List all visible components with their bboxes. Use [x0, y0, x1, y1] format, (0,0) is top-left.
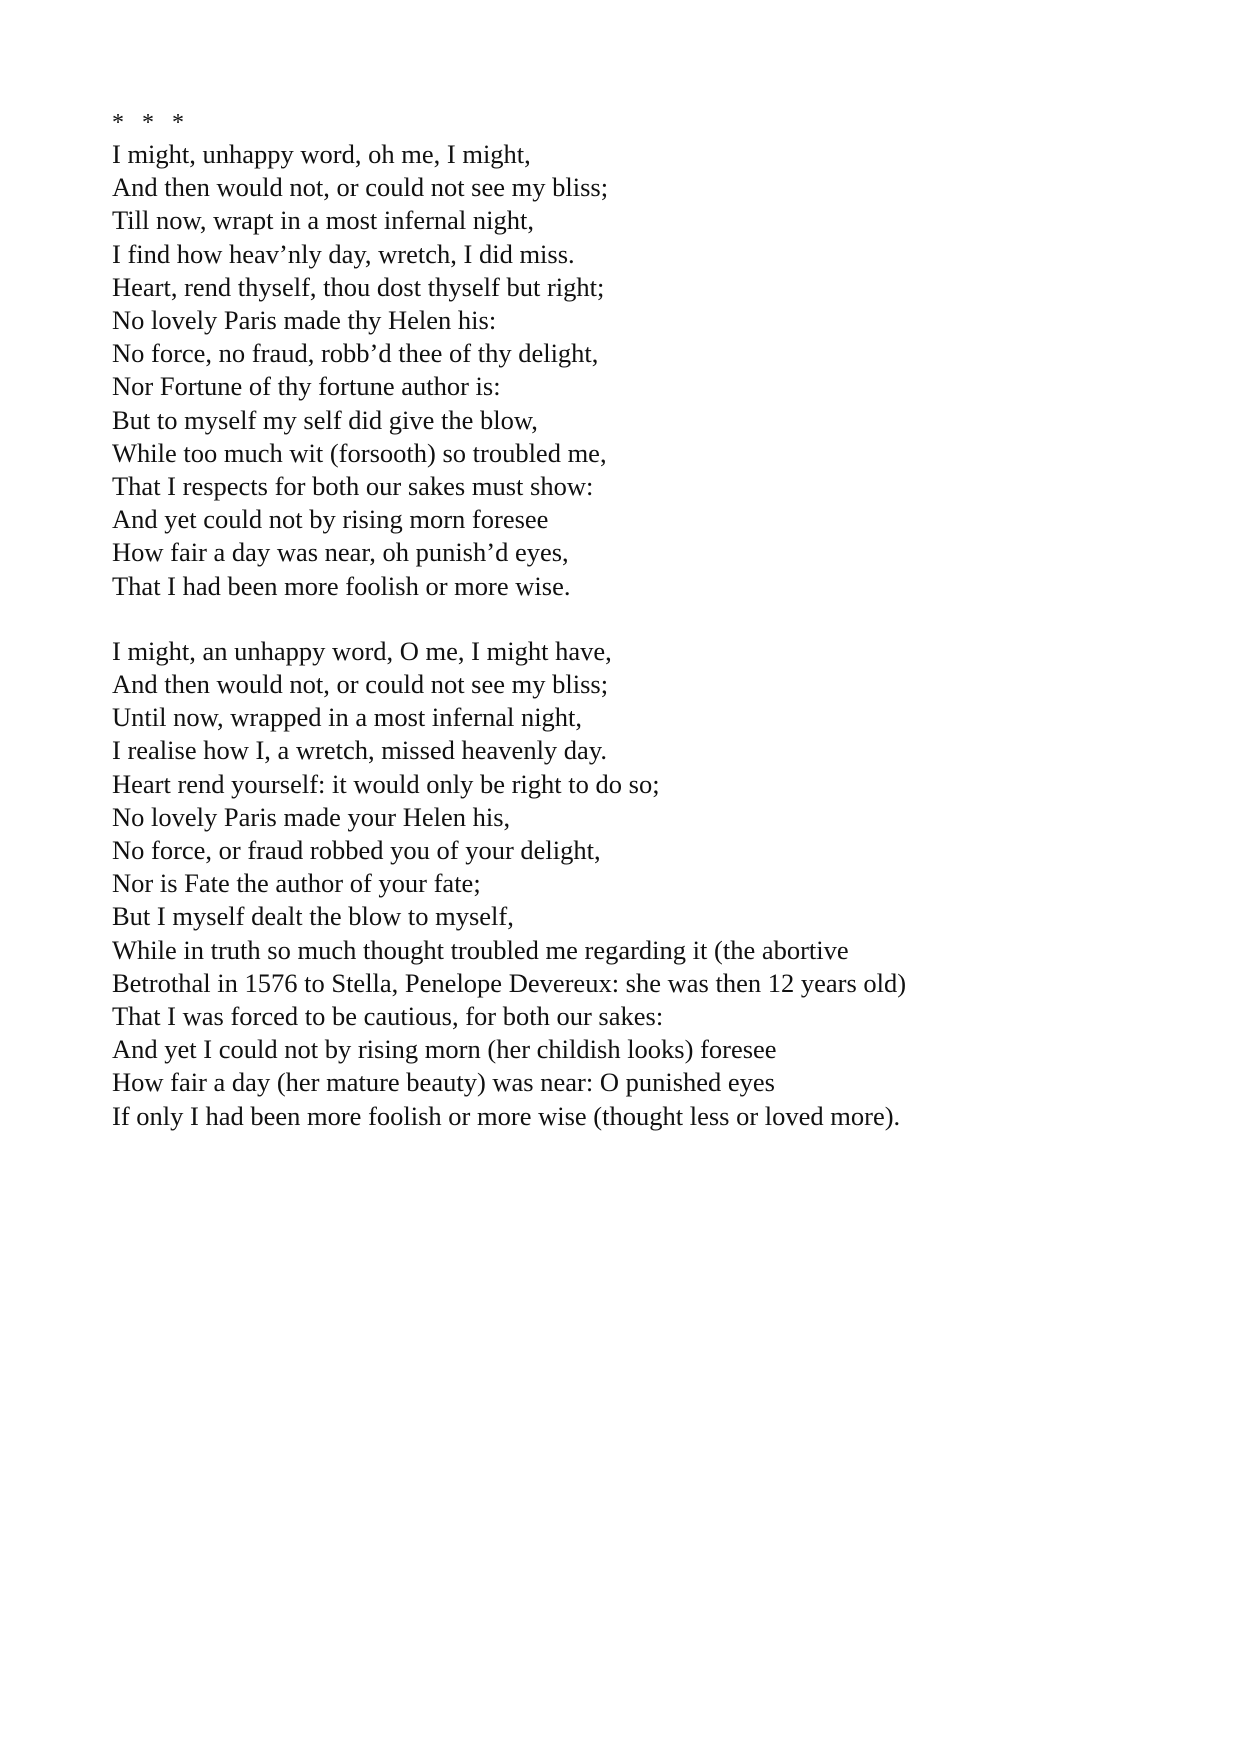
stanza-gap — [112, 603, 1172, 635]
poem-line: How fair a day was near, oh punish’d eyes, — [112, 537, 569, 568]
original-sonnet-stanza — [112, 138, 1172, 603]
paraphrase-line: Nor is Fate the author of your fate; — [112, 868, 481, 899]
paraphrase-line: I might, an unhappy word, O me, I might have, — [112, 635, 612, 666]
document-page — [112, 108, 1172, 1133]
paraphrase-line: No force, or fraud robbed you of your delight, — [112, 835, 601, 866]
section-separator: * * * — [112, 110, 184, 136]
poem-line: I might, unhappy word, oh me, I might, — [112, 139, 531, 169]
poem-line: No force, no fraud, robb’d thee of thy delight, — [112, 338, 599, 369]
paraphrase-line: Heart rend yourself: it would only be right to do so; — [112, 768, 660, 799]
poem-line: That I had been more foolish or more wise. — [112, 570, 571, 601]
paraphrase-line: How fair a day (her mature beauty) was near: O punished eyes — [112, 1067, 775, 1098]
poem-line: And then would not, or could not see my bliss; — [112, 172, 609, 203]
paraphrase-line: And yet I could not by rising morn (her childish looks) foresee — [112, 1034, 777, 1065]
paraphrase-line: Until now, wrapped in a most infernal night, — [112, 702, 583, 733]
poem-line: But to myself my self did give the blow, — [112, 404, 538, 435]
poem-line: That I respects for both our sakes must show: — [112, 471, 594, 502]
paraphrase-line: That I was forced to be cautious, for both our sakes: — [112, 1001, 664, 1032]
modern-paraphrase-stanza — [112, 635, 1172, 1133]
poem-line: And yet could not by rising morn foresee — [112, 504, 549, 535]
paraphrase-line: If only I had been more foolish or more wise (thought less or loved more). — [112, 1100, 901, 1131]
poem-line: Nor Fortune of thy fortune author is: — [112, 371, 501, 402]
paraphrase-line: No lovely Paris made your Helen his, — [112, 801, 511, 832]
poem-line: No lovely Paris made thy Helen his: — [112, 305, 497, 336]
paraphrase-line: And then would not, or could not see my bliss; — [112, 669, 609, 700]
poem-line: While too much wit (forsooth) so troubled me, — [112, 437, 607, 468]
paraphrase-line: Betrothal in 1576 to Stella, Penelope Devereux: she was then 12 years old) — [112, 967, 907, 998]
poem-line: Heart, rend thyself, thou dost thyself but right; — [112, 271, 605, 302]
poem-line: Till now, wrapt in a most infernal night, — [112, 205, 535, 236]
poem-line: I find how heav’nly day, wretch, I did miss. — [112, 238, 575, 269]
paraphrase-line: While in truth so much thought troubled me regarding it (the abortive — [112, 934, 849, 965]
paraphrase-line: I realise how I, a wretch, missed heavenly day. — [112, 735, 607, 766]
paraphrase-line: But I myself dealt the blow to myself, — [112, 901, 514, 932]
